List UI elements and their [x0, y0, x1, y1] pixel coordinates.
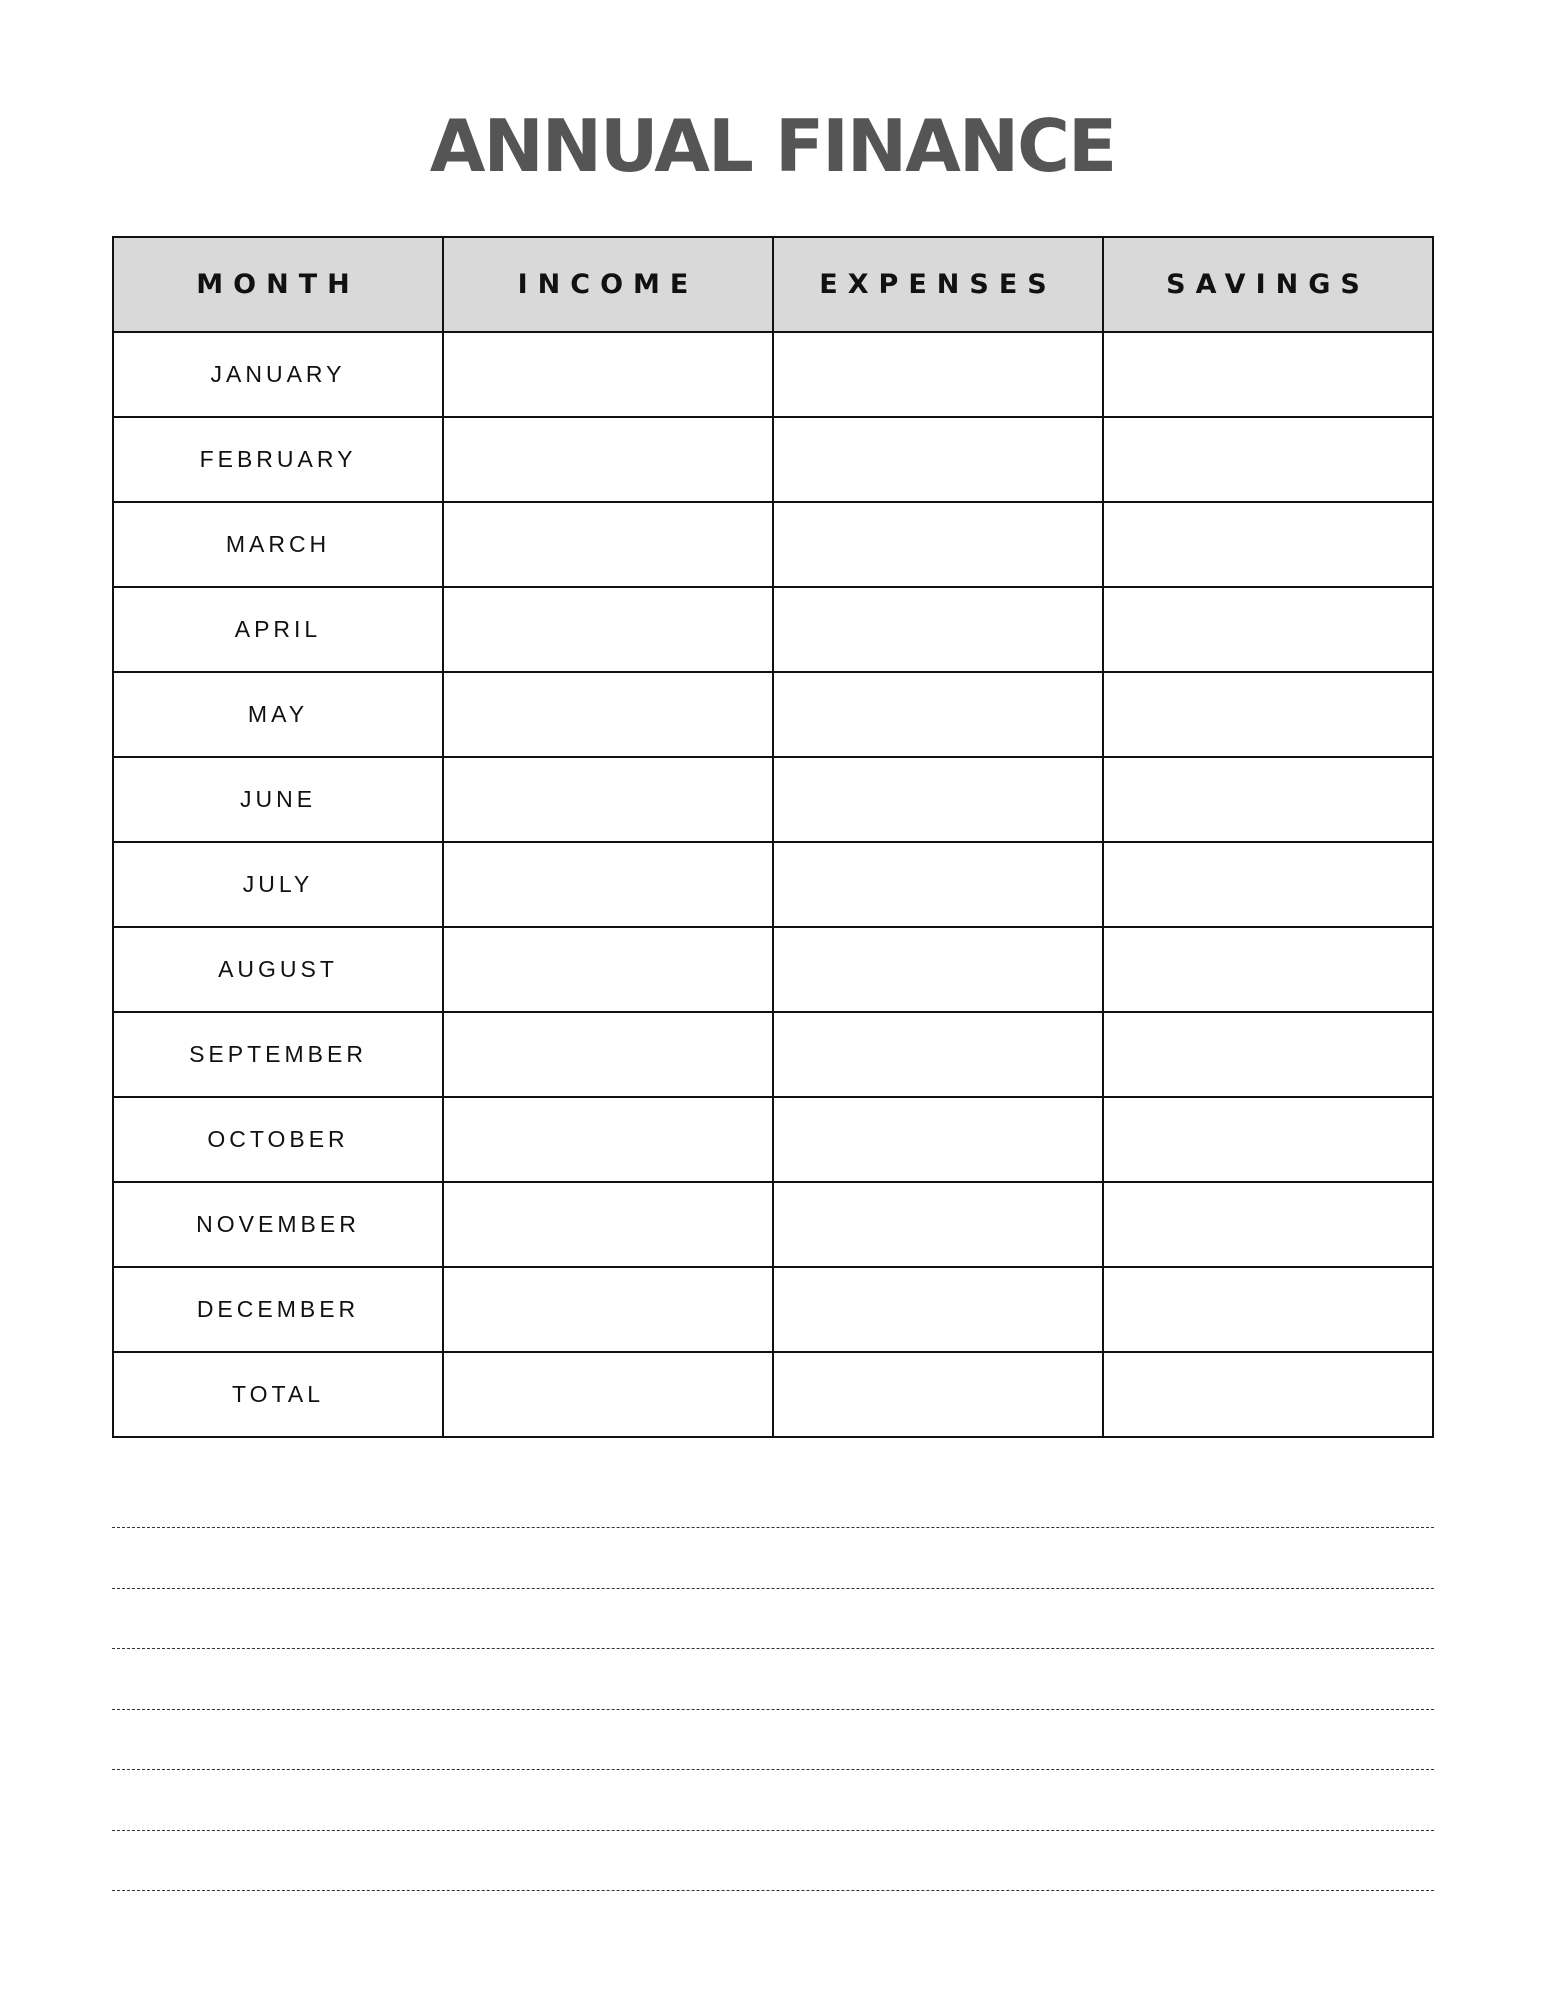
header-month: MONTH [113, 237, 443, 332]
header-savings: SAVINGS [1103, 237, 1433, 332]
month-label: JULY [113, 842, 443, 927]
month-label: APRIL [113, 587, 443, 672]
month-label: JUNE [113, 757, 443, 842]
table-row [113, 502, 1433, 587]
note-line[interactable] [112, 1709, 1434, 1710]
savings-cell[interactable] [1103, 1012, 1433, 1097]
table-row [113, 1012, 1433, 1097]
table-row [113, 1352, 1433, 1437]
income-cell[interactable] [443, 1352, 773, 1437]
month-label: TOTAL [113, 1352, 443, 1437]
finance-table [112, 236, 1434, 1438]
expenses-cell[interactable] [773, 332, 1103, 417]
table-row [113, 332, 1433, 417]
expenses-cell[interactable] [773, 1012, 1103, 1097]
month-label: SEPTEMBER [113, 1012, 443, 1097]
month-label: JANUARY [113, 332, 443, 417]
savings-cell[interactable] [1103, 502, 1433, 587]
note-line[interactable] [112, 1648, 1434, 1649]
month-label: MARCH [113, 502, 443, 587]
income-cell[interactable] [443, 1267, 773, 1352]
table-row [113, 1097, 1433, 1182]
note-line[interactable] [112, 1890, 1434, 1891]
month-label: DECEMBER [113, 1267, 443, 1352]
savings-cell[interactable] [1103, 1182, 1433, 1267]
income-cell[interactable] [443, 332, 773, 417]
savings-cell[interactable] [1103, 757, 1433, 842]
expenses-cell[interactable] [773, 1182, 1103, 1267]
header-row [113, 237, 1433, 332]
month-label: OCTOBER [113, 1097, 443, 1182]
table-row [113, 587, 1433, 672]
table-row [113, 842, 1433, 927]
income-cell[interactable] [443, 842, 773, 927]
note-line[interactable] [112, 1830, 1434, 1831]
month-label: AUGUST [113, 927, 443, 1012]
expenses-cell[interactable] [773, 502, 1103, 587]
expenses-cell[interactable] [773, 927, 1103, 1012]
header-income: INCOME [443, 237, 773, 332]
page-title: ANNUAL FINANCE [429, 104, 1116, 188]
expenses-cell[interactable] [773, 672, 1103, 757]
expenses-cell[interactable] [773, 1352, 1103, 1437]
savings-cell[interactable] [1103, 1267, 1433, 1352]
table-row [113, 1182, 1433, 1267]
table-row [113, 672, 1433, 757]
table-row [113, 757, 1433, 842]
note-line[interactable] [112, 1527, 1434, 1528]
expenses-cell[interactable] [773, 1267, 1103, 1352]
table-row [113, 927, 1433, 1012]
header-expenses: EXPENSES [773, 237, 1103, 332]
income-cell[interactable] [443, 927, 773, 1012]
expenses-cell[interactable] [773, 757, 1103, 842]
table-row [113, 417, 1433, 502]
table-row [113, 1267, 1433, 1352]
month-label: MAY [113, 672, 443, 757]
savings-cell[interactable] [1103, 417, 1433, 502]
expenses-cell[interactable] [773, 417, 1103, 502]
income-cell[interactable] [443, 672, 773, 757]
income-cell[interactable] [443, 1012, 773, 1097]
income-cell[interactable] [443, 587, 773, 672]
month-label: FEBRUARY [113, 417, 443, 502]
income-cell[interactable] [443, 502, 773, 587]
savings-cell[interactable] [1103, 587, 1433, 672]
expenses-cell[interactable] [773, 1097, 1103, 1182]
expenses-cell[interactable] [773, 842, 1103, 927]
month-label: NOVEMBER [113, 1182, 443, 1267]
income-cell[interactable] [443, 1182, 773, 1267]
savings-cell[interactable] [1103, 672, 1433, 757]
note-line[interactable] [112, 1588, 1434, 1589]
savings-cell[interactable] [1103, 332, 1433, 417]
note-line[interactable] [112, 1769, 1434, 1770]
savings-cell[interactable] [1103, 1097, 1433, 1182]
expenses-cell[interactable] [773, 587, 1103, 672]
income-cell[interactable] [443, 757, 773, 842]
savings-cell[interactable] [1103, 1352, 1433, 1437]
income-cell[interactable] [443, 1097, 773, 1182]
savings-cell[interactable] [1103, 927, 1433, 1012]
savings-cell[interactable] [1103, 842, 1433, 927]
income-cell[interactable] [443, 417, 773, 502]
notes-lines [112, 1527, 1434, 1951]
